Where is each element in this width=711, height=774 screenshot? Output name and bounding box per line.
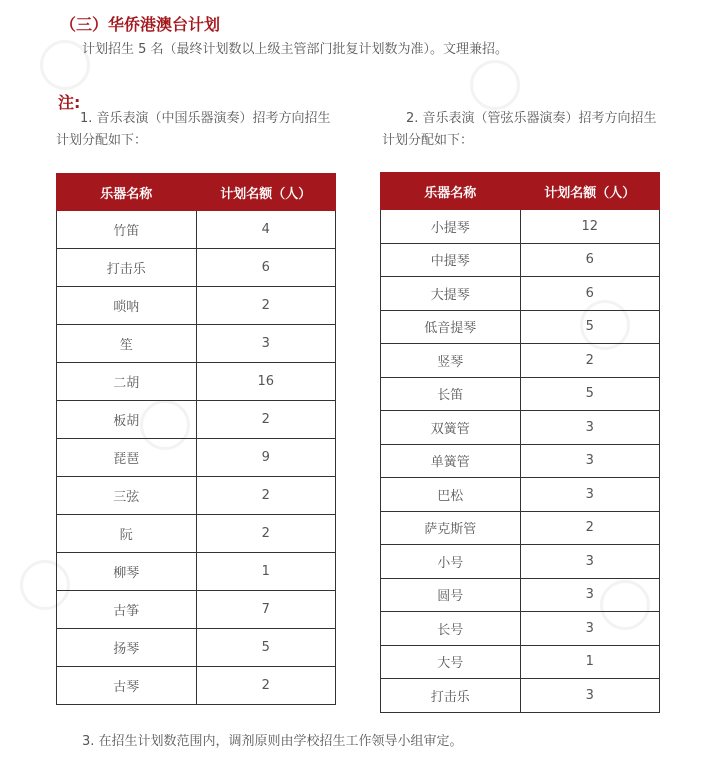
watermark-seal-icon <box>470 60 520 110</box>
note-item-1-line-1: 1. 音乐表演（中国乐器演奏）招考方向招生 <box>80 111 331 126</box>
instrument-name-cell: 古筝 <box>57 591 197 629</box>
instrument-name-cell: 小号 <box>381 545 521 579</box>
quota-cell: 12 <box>520 210 660 244</box>
table-row <box>381 612 660 646</box>
column-header-quota: 计划名额（人） <box>520 173 660 210</box>
note-item-1-line-2: 计划分配如下： <box>56 133 148 148</box>
instrument-name-cell: 竹笛 <box>57 211 197 249</box>
table-row <box>381 645 660 679</box>
instrument-name-cell: 柳琴 <box>57 553 197 591</box>
table-row <box>381 411 660 445</box>
instrument-name-cell: 打击乐 <box>57 249 197 287</box>
note-item-1 <box>56 108 346 152</box>
table-row <box>381 511 660 545</box>
chinese-instruments-table <box>56 173 336 705</box>
instrument-name-cell: 巴松 <box>381 478 521 512</box>
table-row <box>57 515 336 553</box>
section-paragraph: 计划招生 5 名（最终计划数以上级主管部门批复计划数为准）。文理兼招。 <box>82 42 509 57</box>
instrument-name-cell: 长笛 <box>381 377 521 411</box>
quota-cell: 7 <box>196 591 336 629</box>
instrument-name-cell: 唢呐 <box>57 287 197 325</box>
table-header-row <box>381 173 660 210</box>
quota-cell: 2 <box>520 344 660 378</box>
instrument-name-cell: 萨克斯管 <box>381 511 521 545</box>
quota-cell: 3 <box>520 411 660 445</box>
quota-cell: 3 <box>520 612 660 646</box>
instrument-name-cell: 竖琴 <box>381 344 521 378</box>
table-row <box>381 344 660 378</box>
quota-cell: 5 <box>520 310 660 344</box>
table-row <box>57 249 336 287</box>
table-row <box>381 310 660 344</box>
quota-cell: 1 <box>196 553 336 591</box>
table-row <box>57 325 336 363</box>
table-row <box>381 444 660 478</box>
instrument-name-cell: 古琴 <box>57 667 197 705</box>
table-row <box>57 363 336 401</box>
section-title: （三）华侨港澳台计划 <box>60 15 221 34</box>
table-row <box>381 578 660 612</box>
table-row <box>381 478 660 512</box>
instrument-name-cell: 中提琴 <box>381 243 521 277</box>
table-row <box>381 277 660 311</box>
quota-cell: 9 <box>196 439 336 477</box>
instrument-name-cell: 琵琶 <box>57 439 197 477</box>
instrument-name-cell: 单簧管 <box>381 444 521 478</box>
table-row <box>57 477 336 515</box>
instrument-name-cell: 打击乐 <box>381 679 521 713</box>
quota-cell: 6 <box>196 249 336 287</box>
quota-cell: 2 <box>196 515 336 553</box>
table-row <box>57 591 336 629</box>
instrument-name-cell: 低音提琴 <box>381 310 521 344</box>
quota-cell: 2 <box>196 667 336 705</box>
column-header-instrument: 乐器名称 <box>57 174 197 211</box>
quota-cell: 5 <box>520 377 660 411</box>
note-item-3: 3. 在招生计划数范围内，调剂原则由学校招生工作领导小组审定。 <box>82 734 463 749</box>
quota-cell: 3 <box>520 545 660 579</box>
quota-cell: 2 <box>196 477 336 515</box>
instrument-name-cell: 二胡 <box>57 363 197 401</box>
note-item-2-line-1: 2. 音乐表演（管弦乐器演奏）招考方向招生 <box>406 111 657 126</box>
table-row <box>57 287 336 325</box>
instrument-name-cell: 长号 <box>381 612 521 646</box>
quota-cell: 3 <box>196 325 336 363</box>
instrument-name-cell: 阮 <box>57 515 197 553</box>
table-row <box>381 210 660 244</box>
note-item-2 <box>382 108 672 152</box>
table-header-row <box>57 174 336 211</box>
instrument-name-cell: 双簧管 <box>381 411 521 445</box>
quota-cell: 3 <box>520 478 660 512</box>
instrument-name-cell: 小提琴 <box>381 210 521 244</box>
quota-cell: 4 <box>196 211 336 249</box>
instrument-name-cell: 大提琴 <box>381 277 521 311</box>
quota-cell: 16 <box>196 363 336 401</box>
note-label: 注: <box>58 93 81 112</box>
table-row <box>57 211 336 249</box>
table-row <box>57 439 336 477</box>
column-header-quota: 计划名额（人） <box>196 174 336 211</box>
quota-cell: 6 <box>520 277 660 311</box>
quota-cell: 5 <box>196 629 336 667</box>
orchestral-instruments-table <box>380 172 660 713</box>
quota-cell: 3 <box>520 444 660 478</box>
table-row <box>57 667 336 705</box>
quota-cell: 2 <box>196 401 336 439</box>
note-item-2-line-2: 计划分配如下： <box>382 133 474 148</box>
column-header-instrument: 乐器名称 <box>381 173 521 210</box>
quota-cell: 3 <box>520 679 660 713</box>
instrument-name-cell: 三弦 <box>57 477 197 515</box>
table-row <box>381 545 660 579</box>
table-row <box>57 401 336 439</box>
table-row <box>381 377 660 411</box>
table-row <box>381 679 660 713</box>
instrument-name-cell: 圆号 <box>381 578 521 612</box>
quota-cell: 2 <box>196 287 336 325</box>
table-row <box>57 629 336 667</box>
table-row <box>57 553 336 591</box>
quota-cell: 6 <box>520 243 660 277</box>
quota-cell: 1 <box>520 645 660 679</box>
instrument-name-cell: 扬琴 <box>57 629 197 667</box>
table-row <box>381 243 660 277</box>
instrument-name-cell: 板胡 <box>57 401 197 439</box>
quota-cell: 2 <box>520 511 660 545</box>
instrument-name-cell: 大号 <box>381 645 521 679</box>
quota-cell: 3 <box>520 578 660 612</box>
instrument-name-cell: 笙 <box>57 325 197 363</box>
